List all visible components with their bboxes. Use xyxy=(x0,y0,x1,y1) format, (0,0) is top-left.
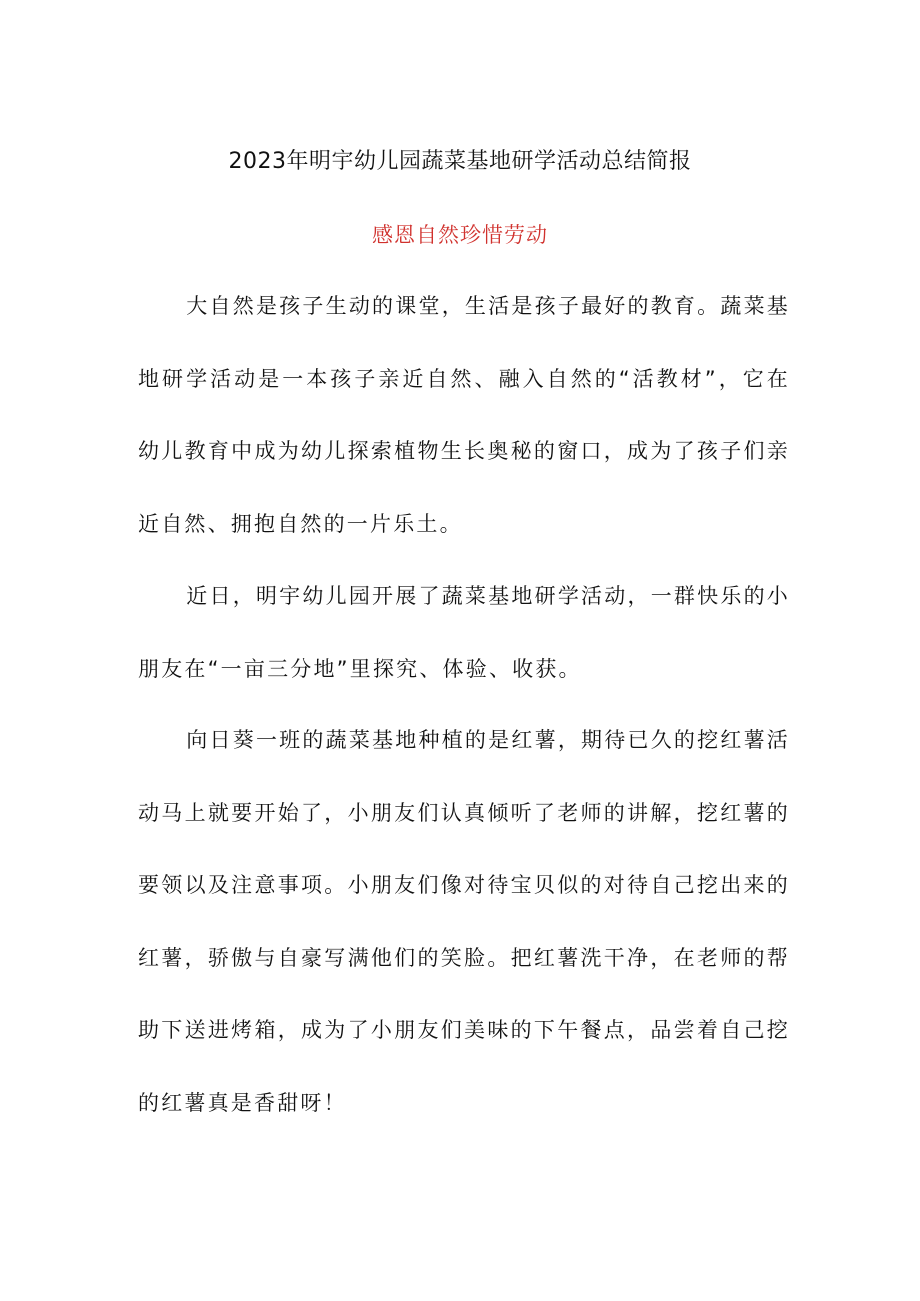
document-title: 2023年明宇幼儿园蔬菜基地研学活动总结简报 xyxy=(228,149,692,174)
paragraph-intro: 大自然是孩子生动的课堂，生活是孩子最好的教育。蔬菜基地研学活动是一本孩子亲近自然、融入自然的“活教材”，它在幼儿教育中成为幼儿探索植物生长奥秘的窗口，成为了孩子们亲近自然、拥抱自然的一片乐土。 xyxy=(138,294,790,536)
paragraph-sweet-potato: 向日葵一班的蔬菜基地种植的是红薯，期待已久的挖红薯活动马上就要开始了，小朋友们认真倾听了老师的讲解，挖红薯的要领以及注意事项。小朋友们像对待宝贝似的对待自己挖出来的红薯，骄傲与自豪写满他们的笑脸。把红薯洗干净，在老师的帮助下送进烤箱，成为了小朋友们美味的下午餐点，品尝着自己挖的红薯真是香甜呀！ xyxy=(138,728,790,1115)
paragraph-activity: 近日，明宇幼儿园开展了蔬菜基地研学活动，一群快乐的小朋友在“一亩三分地”里探究、体验、收获。 xyxy=(138,584,790,681)
document-subtitle: 感恩自然珍惜劳动 xyxy=(372,223,548,247)
